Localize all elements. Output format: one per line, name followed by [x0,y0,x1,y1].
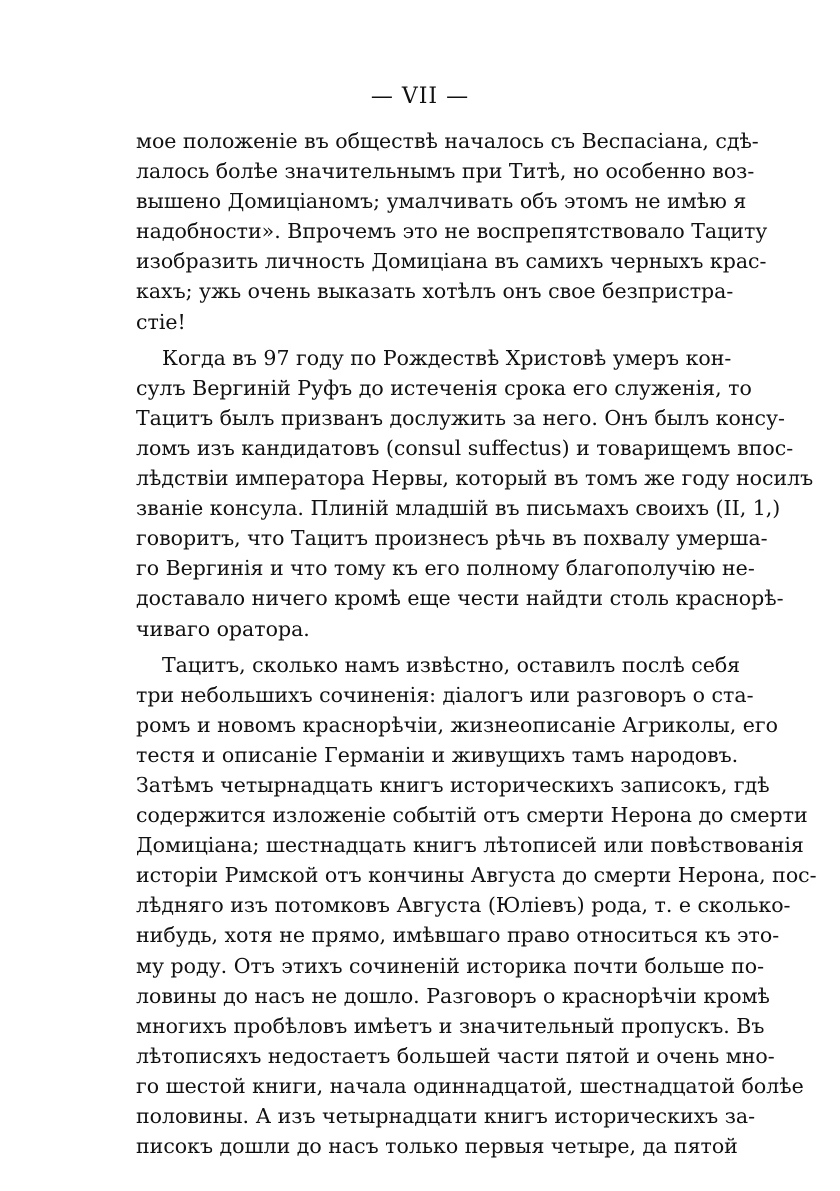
text-line: стіе! [136,309,186,334]
text-line: исторіи Римской отъ кончины Августа до смерти Нерона, пос- [136,863,817,888]
text-line: три небольшихъ сочиненія: діалогъ или разговоръ о ста- [136,682,754,707]
text-line: вышено Домиціаномъ; умалчивать объ этомъ не имѣю я [136,189,747,214]
text-line: тестя и описаніе Германіи и живущихъ тамъ народовъ. [136,742,739,767]
text-line: мое положеніе въ обществѣ началось съ Веспасіана, сдѣ- [136,129,759,153]
text-line: чиваго оратора. [136,616,310,641]
paragraph [136,343,814,644]
text-line: половины. А изъ четырнадцати книгъ историческихъ за- [136,1104,756,1128]
text-line: надобности». Впрочемъ это не воспрепятствовало Тациту [136,219,768,244]
text-line: ломъ изъ кандидатовъ (consul suffectus) и товарищемъ впос- [136,435,794,460]
text-line: ловины до насъ не дошло. Разговоръ о краснорѣчіи кромѣ [136,983,770,1008]
text-line: ромъ и новомъ краснорѣчіи, жизнеописаніе Агриколы, его [136,712,779,737]
text-line: го шестой книги, начала одиннадцатой, шестнадцатой болѣе [136,1073,804,1098]
text-line: лѣдствіи императора Нервы, который въ томъ же году носилъ [136,466,814,491]
text-line: писокъ дошли до насъ только первыя четыре, да пятой [136,1134,738,1159]
text-line: изобразить личность Домиціана въ самихъ черныхъ крас- [136,249,767,274]
text-line: кахъ; ужь очень выказать хотѣлъ онъ свое безпристра- [136,279,734,304]
paragraph [136,126,768,337]
page-number-header: — VII — [370,84,470,109]
text-line: содержится изложеніе событій отъ смерти Нерона до смерти [136,803,808,828]
text-line: Домиціана; шестнадцать книгъ лѣтописей или повѣствованія [136,833,804,858]
text-line: говоритъ, что Тацитъ произнесъ рѣчь въ похвалу умерша- [136,526,768,551]
text-line: лалось болѣе значительнымъ при Титѣ, но особенно воз- [136,159,755,184]
text-line: многихъ пробѣловъ имѣетъ и значительный пропускъ. Въ [136,1013,765,1038]
text-line: нибудь, хотя не прямо, имѣвшаго право относиться къ это- [136,923,780,948]
text-line: го Вергинія и что тому къ его полному благополучію не- [136,556,755,581]
paragraph [136,650,817,1162]
text-line: Тацитъ былъ призванъ дослужить за него. Онъ былъ консу- [136,405,785,430]
text-line: Когда въ 97 году по Рождествѣ Христовѣ умеръ кон- [162,345,732,370]
body-text [136,126,817,1161]
text-line: лѣтописяхъ недостаетъ большей части пятой и очень мно- [136,1043,775,1068]
text-line: званіе консула. Плиній младшій въ письмахъ своихъ (II, 1,) [136,496,781,521]
text-line: лѣдняго изъ потомковъ Августа (Юліевъ) рода, т. е сколько- [136,893,791,918]
text-line: Затѣмъ четырнадцать книгъ историческихъ записокъ, гдѣ [136,772,770,797]
text-line: сулъ Вергиній Руфъ до истеченія срока его служенія, то [136,375,752,400]
text-line: Тацитъ, сколько намъ извѣстно, оставилъ послѣ себя [162,652,741,677]
text-line: доставало ничего кромѣ еще чести найдти столь краснорѣ- [136,586,784,611]
text-line: му роду. Отъ этихъ сочиненій историка почти больше по- [136,953,765,978]
